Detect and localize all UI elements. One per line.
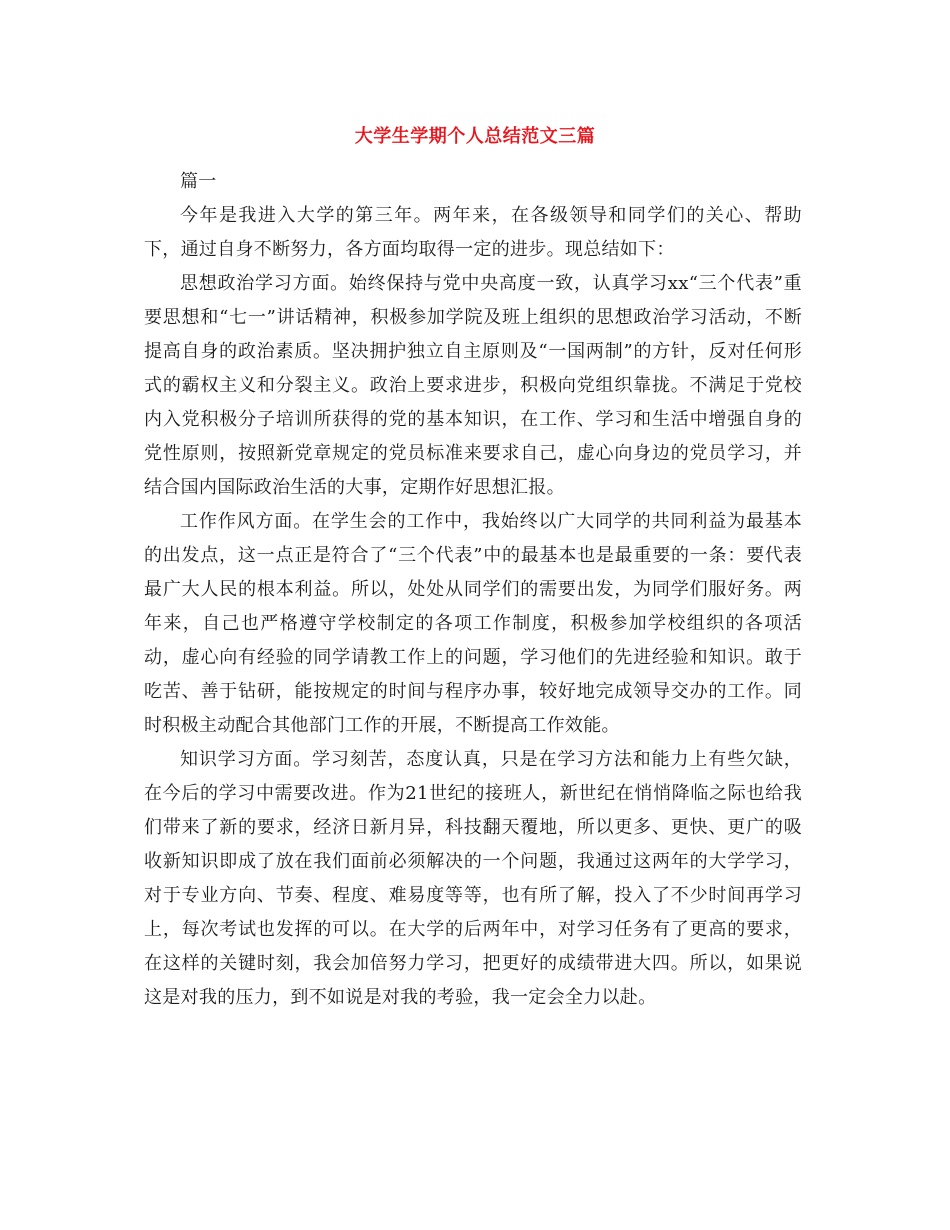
document-body xyxy=(144,165,802,1015)
document-title: 大学生学期个人总结范文三篇 xyxy=(354,126,596,147)
paragraph-work-style: 工作作风方面。在学生会的工作中，我始终以广大同学的共同利益为最基本的出发点，这一点正是符合了“三个代表”中的最基本也是最重要的一条：要代表最广大人民的根本利益。所以，处处从同学们的需要出发，为同学们服好务。两年来，自己也严格遵守学校制定的各项工作制度，积极参加学校组织的各项活动，虚心向有经验的同学请教工作上的问题，学习他们的先进经验和知识。敢于吃苦、善于钻研，能按规定的时间与程序办事，较好地完成领导交办的工作。同时积极主动配合其他部门工作的开展，不断提高工作效能。 xyxy=(144,511,802,736)
paragraph-political-study: 思想政治学习方面。始终保持与党中央高度一致，认真学习xx“三个代表”重要思想和“七一”讲话精神，积极参加学院及班上组织的思想政治学习活动，不断提高自身的政治素质。坚决拥护独立自主原则及“一国两制”的方针，反对任何形式的霸权主义和分裂主义。政治上要求进步，积极向党组织靠拢。不满足于党校内入党积极分子培训所获得的党的基本知识，在工作、学习和生活中增强自身的党性原则，按照新党章规定的党员标准来要求自己，虚心向身边的党员学习，并结合国内国际政治生活的大事，定期作好思想汇报。 xyxy=(144,273,802,498)
paragraph-intro: 今年是我进入大学的第三年。两年来，在各级领导和同学们的关心、帮助下，通过自身不断努力，各方面均取得一定的进步。现总结如下： xyxy=(144,205,802,260)
section-heading: 篇一 xyxy=(180,171,217,192)
paragraph-knowledge-study: 知识学习方面。学习刻苦，态度认真，只是在学习方法和能力上有些欠缺，在今后的学习中需要改进。作为21世纪的接班人，新世纪在悄悄降临之际也给我们带来了新的要求，经济日新月异，科技翻天覆地，所以更多、更快、更广的吸收新知识即成了放在我们面前必须解决的一个问题，我通过这两年的大学学习，对于专业方向、节奏、程度、难易度等等，也有所了解，投入了不少时间再学习上，每次考试也发挥的可以。在大学的后两年中，对学习任务有了更高的要求，在这样的关键时刻，我会加倍努力学习，把更好的成绩带进大四。所以，如果说这是对我的压力，到不如说是对我的考验，我一定会全力以赴。 xyxy=(144,749,802,1008)
